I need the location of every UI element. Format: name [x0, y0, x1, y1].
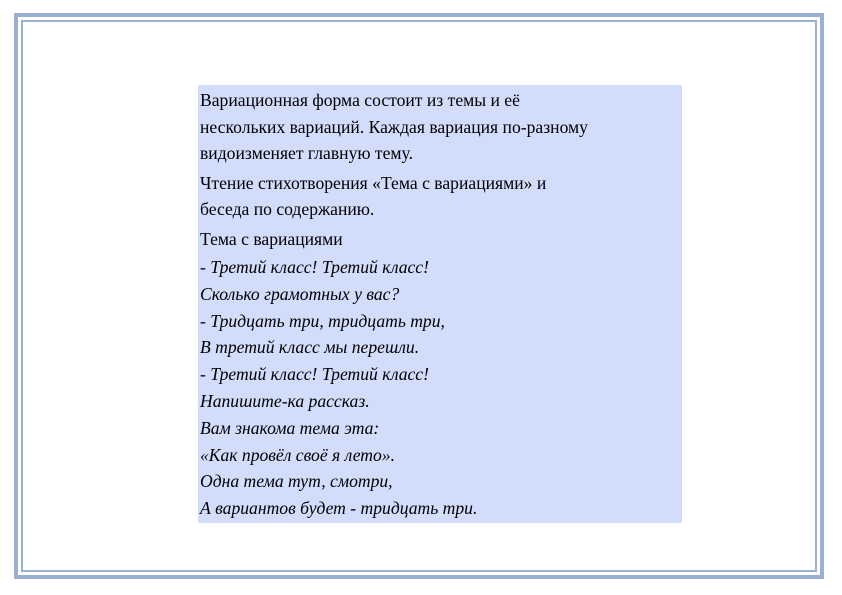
reading-paragraph — [200, 170, 682, 223]
text-line: Чтение стихотворения «Тема с вариациями» и — [200, 172, 547, 193]
poem-title — [200, 226, 682, 253]
intro-paragraph — [200, 87, 682, 167]
text-line: нескольких вариаций. Каждая вариация по-разному — [200, 116, 588, 137]
poem-line: Напишите-ка рассказ. — [200, 390, 370, 411]
poem-line: - Третий класс! Третий класс! — [200, 257, 429, 277]
poem-line: А вариантов будет - тридцать три. — [200, 498, 478, 519]
text-line: беседа по содержанию. — [200, 199, 375, 219]
poem — [200, 254, 682, 522]
text-line: видоизменяет главную тему. — [200, 143, 413, 163]
poem-line: В третий класс мы перешли. — [200, 337, 420, 358]
poem-line: - Тридцать три, тридцать три, — [200, 310, 445, 331]
poem-line: - Третий класс! Третий класс! — [200, 364, 429, 385]
text-box — [198, 85, 682, 523]
text-line: Тема с вариациями — [200, 228, 343, 249]
text-line: Вариационная форма состоит из темы и её — [200, 90, 520, 110]
poem-line: Одна тема тут, смотри, — [200, 471, 393, 492]
poem-line: Сколько грамотных у вас? — [200, 283, 400, 304]
poem-line: «Как провёл своё я лето». — [200, 444, 395, 465]
poem-line: Вам знакома тема эта: — [200, 417, 380, 438]
